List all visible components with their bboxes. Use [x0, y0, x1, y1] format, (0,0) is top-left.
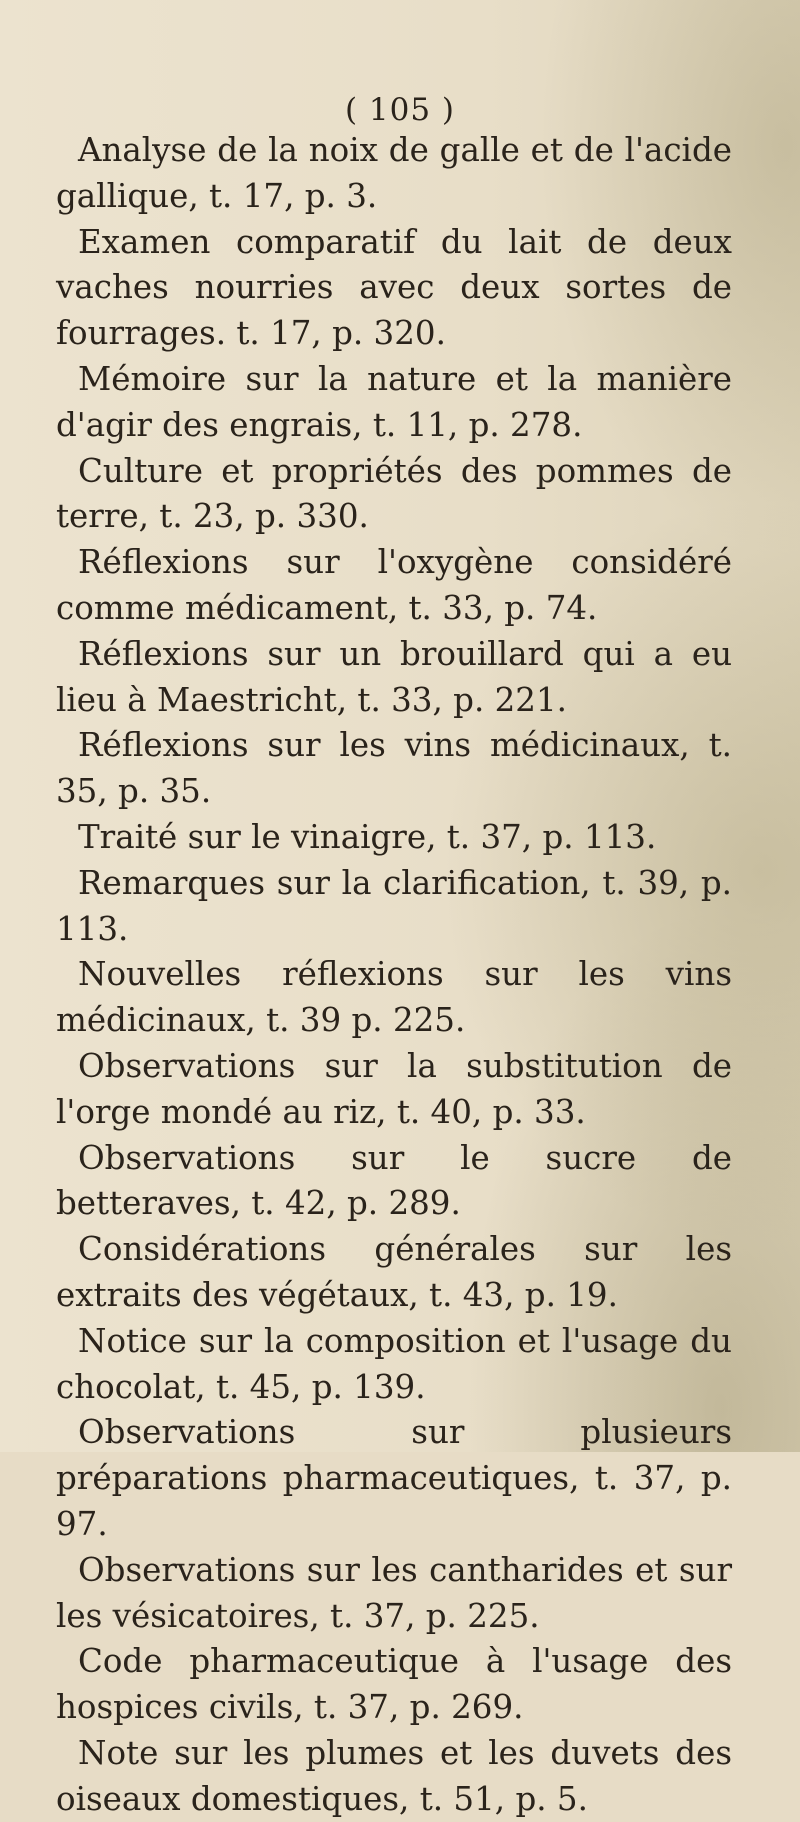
bibliography-entry: Traité sur le vinaigre, t. 37, p. 113. [78, 817, 657, 856]
bibliography-entry: Observations sur la substitution de l'orge mondé au riz, t. 40, p. 33. [56, 1046, 732, 1131]
bibliography-entry: Code pharmaceutique à l'usage des hospices civils, t. 37, p. 269. [56, 1642, 732, 1727]
bibliography-entry: Observations sur plusieurs préparations pharmaceutiques, t. 37, p. 97. [56, 1413, 732, 1543]
page-number: ( 105 ) [344, 92, 456, 128]
bibliography-entry: Remarques sur la clarification, t. 39, p. 113. [56, 863, 732, 948]
bibliography-entry: Note sur les plumes et les duvets des oiseaux domestiques, t. 51, p. 5. [56, 1733, 732, 1818]
bibliography-entry: Culture et propriétés des pommes de terre, t. 23, p. 330. [56, 451, 732, 536]
bibliography-entry: Réflexions sur l'oxygène considéré comme médicament, t. 33, p. 74. [56, 543, 732, 627]
bibliography-entry: Observations sur les cantharides et sur les vésicatoires, t. 37, p. 225. [56, 1550, 732, 1635]
bibliography-entry: Nouvelles réflexions sur les vins médicinaux, t. 39 p. 225. [56, 955, 732, 1040]
bibliography-list [56, 128, 732, 1822]
bibliography-entry: Examen comparatif du lait de deux vaches nourries avec deux sortes de fourrages. t. 17, p. 320. [56, 222, 732, 353]
bibliography-entry: Observations sur le sucre de betteraves, t. 42, p. 289. [56, 1138, 732, 1223]
bibliography-entry: Réflexions sur les vins médicinaux, t. 35, p. 35. [56, 726, 732, 811]
bibliography-entry: Notice sur la composition et l'usage du chocolat, t. 45, p. 139. [56, 1321, 732, 1406]
bibliography-entry: Analyse de la noix de galle et de l'acide gallique, t. 17, p. 3. [56, 131, 732, 215]
bibliography-entry: Considérations générales sur les extraits des végétaux, t. 43, p. 19. [56, 1230, 732, 1314]
bibliography-entry: Réflexions sur un brouillard qui a eu lieu à Maestricht, t. 33, p. 221. [56, 634, 732, 719]
bibliography-entry: Mémoire sur la nature et la manière d'agir des engrais, t. 11, p. 278. [56, 359, 732, 444]
